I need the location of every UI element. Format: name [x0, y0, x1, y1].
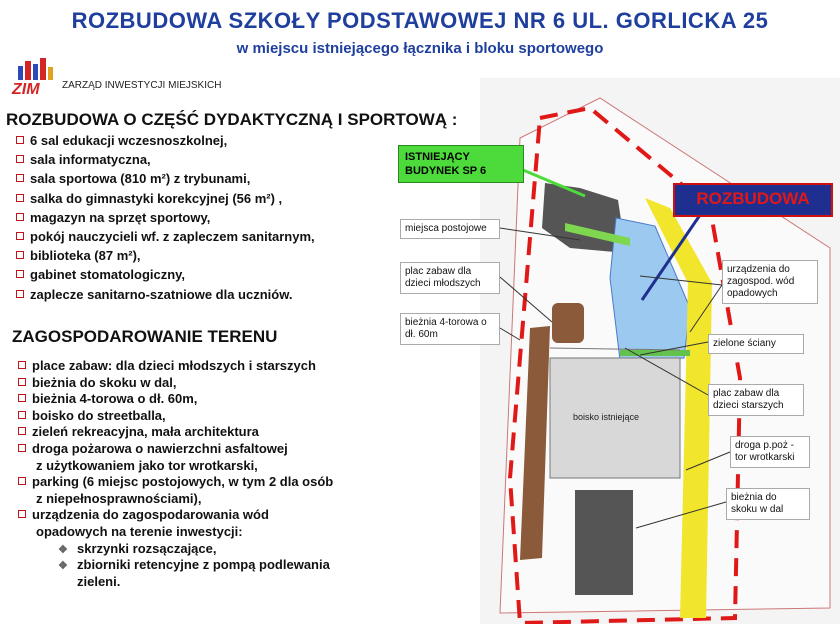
- playground-old-label: plac zabaw dla dzieci starszych: [708, 384, 804, 416]
- list-item: bieżnia 4-torowa o dł. 60m,: [18, 391, 333, 408]
- list-item: salka do gimnastyki korekcyjnej (56 m²) ,: [16, 191, 315, 210]
- list-item: magazyn na sprzęt sportowy,: [16, 210, 315, 229]
- arrow-expansion: [642, 215, 700, 300]
- list-item: pokój nauczycieli wf. z zapleczem sanitarnym,: [16, 229, 315, 248]
- track-label: bieżnia 4-torowa o dł. 60m: [400, 313, 500, 345]
- list-item-continuation: z niepełnosprawnościami),: [36, 490, 202, 506]
- sub-list-item: ❖ zbiorniki retencyjne z pompą podlewania: [58, 557, 330, 573]
- list-item: zaplecze sanitarno-szatniowe dla uczniów.: [16, 287, 315, 306]
- arrow-existing: [523, 170, 585, 196]
- diamond-bullet-icon: ❖: [58, 560, 68, 573]
- list-item: gabinet stomatologiczny,: [16, 267, 315, 286]
- drainage-label: urządzenia do zagospod. wód opadowych: [722, 260, 818, 304]
- list-item: droga pożarowa o nawierzchni asfaltowej: [18, 441, 333, 458]
- playground-young-label: plac zabaw dla dzieci młodszych: [400, 262, 500, 294]
- list-item: parking (6 miejsc postojowych, w tym 2 dla osób: [18, 474, 333, 491]
- parking-label: miejsca postojowe: [400, 219, 500, 239]
- list-item-continuation: opadowych na terenie inwestycji:: [36, 523, 243, 539]
- list-item: place zabaw: dla dzieci młodszych i starszych: [18, 358, 333, 375]
- list-item: biblioteka (87 m²),: [16, 248, 315, 267]
- list-item: boisko do streetballa,: [18, 408, 333, 425]
- diamond-bullet-icon: ❖: [58, 543, 68, 556]
- section-heading-expansion: ROZBUDOWA O CZĘŚĆ DYDAKTYCZNĄ I SPORTOWĄ :: [6, 110, 458, 129]
- list-item: urządzenia do zagospodarowania wód: [18, 507, 333, 524]
- list-item: sala informatyczna,: [16, 152, 315, 171]
- sub-list-item-continuation: zieleni.: [77, 573, 121, 589]
- org-name: ZARZĄD INWESTYCJI MIEJSKICH: [62, 80, 222, 91]
- list-item: zieleń rekreacyjna, mała architektura: [18, 424, 333, 441]
- page-title: ROZBUDOWA SZKOŁY PODSTAWOWEJ NR 6 UL. GORLICKA 25: [71, 8, 769, 33]
- page-subtitle: w miejscu istniejącego łącznika i bloku sportowego: [236, 40, 604, 57]
- green-walls-label: zielone ściany: [708, 334, 804, 354]
- list-item: 6 sal edukacji wczesnoszkolnej,: [16, 133, 315, 152]
- long-jump-label: bieżnia do skoku w dal: [726, 488, 810, 520]
- expansion-label: ROZBUDOWA: [673, 183, 833, 217]
- fire-road-label: droga p.poż -tor wrotkarski: [730, 436, 810, 468]
- list-item: sala sportowa (810 m²) z trybunami,: [16, 171, 315, 190]
- sub-list-item: ❖ skrzynki rozsączające,: [58, 540, 217, 556]
- section-heading-land: ZAGOSPODAROWANIE TERENU: [12, 327, 278, 346]
- list-item-continuation: z użytkowaniem jako tor wrotkarski,: [36, 457, 258, 473]
- field-label: boisko istniejące: [573, 412, 640, 422]
- svg-text:ZIM: ZIM: [12, 81, 40, 96]
- list-item: bieżnia do skoku w dal,: [18, 375, 333, 392]
- existing-building-label: ISTNIEJĄCY BUDYNEK SP 6: [398, 145, 524, 183]
